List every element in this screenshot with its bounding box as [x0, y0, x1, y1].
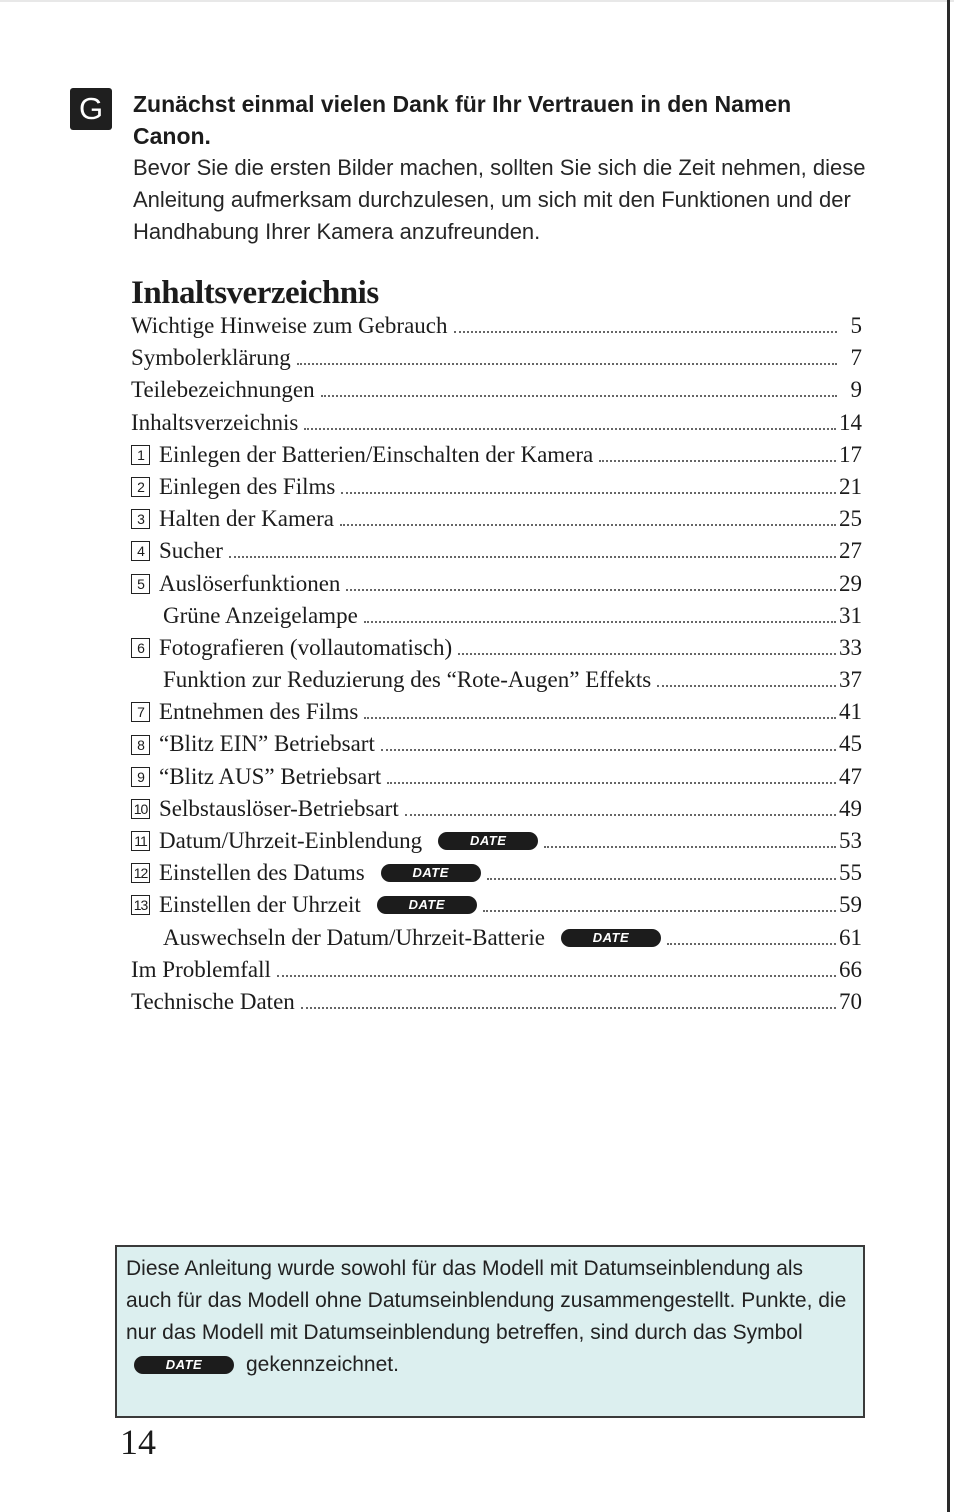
intro-heading: Zunächst einmal vielen Dank für Ihr Vertrauen in den Namen Canon.: [133, 91, 792, 149]
toc-entry-page: 49: [839, 795, 862, 821]
leader-dots: [364, 621, 836, 623]
leader-dots: [544, 846, 836, 848]
intro-paragraph: Bevor Sie die ersten Bilder machen, sollten Sie sich die Zeit nehmen, diese Anleitung aufmerksam durchzulesen, um sich mit den Funktionen und der Handhabung Ihrer Kamera anzufreunden.: [133, 155, 866, 244]
toc-entry-label: Auslöserfunktionen: [159, 570, 341, 596]
toc-entry-label: Teilebezeichnungen: [131, 377, 315, 403]
toc-entry: [131, 696, 862, 728]
toc-entry-label: Funktion zur Reduzierung des “Rote-Augen” Effekts: [163, 667, 652, 693]
language-badge: G: [70, 88, 112, 130]
leader-dots: [301, 1007, 836, 1009]
toc-entry-page: 59: [839, 892, 862, 918]
toc-entry-page: 61: [839, 924, 862, 950]
toc-entry-label: Entnehmen des Films: [159, 699, 359, 725]
notice-text: Diese Anleitung wurde sowohl für das Modell mit Datumseinblendung als auch für das Modell ohne Datumseinblendung zusammengestellt. Punkte, die nur das Modell mit Datumseinblendung betreffen, sind durch das Symbol: [126, 1257, 847, 1344]
toc-entry-label: Symbolerklärung: [131, 345, 291, 371]
toc-entry: [131, 342, 862, 374]
leader-dots: [381, 749, 836, 751]
page-number: 14: [120, 1422, 156, 1462]
toc-entry: [131, 535, 862, 567]
chapter-number-box: 2: [131, 477, 150, 497]
chapter-number-box: 4: [131, 541, 150, 561]
toc-entry: [131, 728, 862, 760]
toc-entry-label: Einlegen des Films: [159, 473, 336, 499]
leader-dots: [364, 717, 836, 719]
toc-entry: [131, 439, 862, 471]
toc-entry: [131, 793, 862, 825]
toc-entry-label: Einlegen der Batterien/Einschalten der Kamera: [159, 441, 594, 467]
toc-entry-page: 14: [839, 409, 862, 435]
toc-entry-page: 7: [850, 345, 862, 371]
leader-dots: [340, 524, 836, 526]
toc-entry-page: 31: [839, 602, 862, 628]
chapter-number-box: 7: [131, 702, 150, 722]
chapter-number-box: 6: [131, 638, 150, 658]
toc-entry: [131, 310, 862, 342]
toc-entry-label: Im Problemfall: [131, 956, 271, 982]
toc-entry-label: Sucher: [159, 538, 223, 564]
toc-entry: [131, 600, 862, 632]
toc-entry-page: 41: [839, 699, 862, 725]
toc-entry-label: “Blitz AUS” Betriebsart: [159, 763, 382, 789]
notice-text-end: gekennzeichnet.: [246, 1353, 399, 1376]
toc-entry: [131, 503, 862, 535]
chapter-number-box: 8: [131, 735, 150, 755]
chapter-number-box: 12: [131, 863, 150, 883]
toc-entry-label: Selbstauslöser-Betriebsart: [159, 795, 399, 821]
leader-dots: [405, 814, 836, 816]
toc-entry: [131, 374, 862, 406]
date-symbol-badge: DATE: [381, 864, 481, 882]
leader-dots: [229, 556, 836, 558]
date-symbol-badge: DATE: [377, 896, 477, 914]
chapter-number-box: 13: [131, 895, 150, 915]
toc-entry: [131, 825, 862, 857]
leader-dots: [667, 943, 836, 945]
toc-entry-label: Inhaltsverzeichnis: [131, 409, 299, 435]
chapter-number-box: 9: [131, 767, 150, 787]
leader-dots: [297, 363, 837, 365]
toc-entry-page: 29: [839, 570, 862, 596]
leader-dots: [277, 975, 836, 977]
toc-entry-label: Einstellen der Uhrzeit: [159, 892, 361, 918]
leader-dots: [458, 653, 836, 655]
model-notice-box: [115, 1245, 865, 1418]
toc-entry-page: 55: [839, 860, 862, 886]
leader-dots: [346, 589, 836, 591]
date-symbol-badge: DATE: [561, 929, 661, 947]
toc-entry-page: 70: [839, 988, 862, 1014]
leader-dots: [487, 878, 836, 880]
toc-entry-page: 66: [839, 956, 862, 982]
date-symbol-badge: DATE: [134, 1356, 234, 1374]
toc-entry-page: 47: [839, 763, 862, 789]
toc-entry: [131, 889, 862, 921]
toc-entry-label: Auswechseln der Datum/Uhrzeit-Batterie: [163, 924, 545, 950]
chapter-number-box: 1: [131, 445, 150, 465]
date-symbol-badge: DATE: [438, 832, 538, 850]
leader-dots: [599, 460, 836, 462]
toc-entry-page: 17: [839, 441, 862, 467]
leader-dots: [304, 428, 836, 430]
chapter-number-box: 5: [131, 574, 150, 594]
toc-entry: [131, 568, 862, 600]
toc-entry-label: Einstellen des Datums: [159, 860, 365, 886]
toc-entry-label: “Blitz EIN” Betriebsart: [159, 731, 375, 757]
toc-entry-page: 37: [839, 667, 862, 693]
toc-title: Inhaltsverzeichnis: [131, 275, 379, 311]
toc-entry-label: Halten der Kamera: [159, 506, 334, 532]
toc-entry-label: Grüne Anzeigelampe: [163, 602, 358, 628]
leader-dots: [321, 395, 837, 397]
toc-entry-page: 5: [850, 313, 862, 338]
toc-entry: [131, 761, 862, 793]
toc-entry: [131, 664, 862, 696]
toc-entry: [131, 407, 862, 439]
chapter-number-box: 10: [131, 799, 150, 819]
table-of-contents: [131, 310, 862, 1018]
toc-entry-label: Fotografieren (vollautomatisch): [159, 634, 453, 660]
toc-entry: [131, 986, 862, 1018]
toc-entry-page: 9: [850, 377, 862, 403]
toc-entry-page: 53: [839, 828, 862, 853]
toc-entry: [131, 857, 862, 889]
toc-entry-label: Datum/Uhrzeit-Einblendung: [159, 828, 423, 853]
page-top-edge: [0, 0, 954, 2]
leader-dots: [657, 685, 836, 687]
chapter-number-box: 11: [131, 831, 150, 851]
toc-entry-page: 25: [839, 506, 862, 532]
leader-dots: [483, 910, 836, 912]
toc-entry: [131, 954, 862, 986]
toc-entry: [131, 632, 862, 664]
page-binding-edge: [947, 0, 950, 1512]
toc-entry: [131, 922, 862, 954]
leader-dots: [341, 492, 836, 494]
toc-entry-page: 33: [839, 634, 862, 660]
chapter-number-box: 3: [131, 509, 150, 529]
leader-dots: [454, 331, 838, 333]
toc-entry-label: Wichtige Hinweise zum Gebrauch: [131, 313, 448, 338]
toc-entry-page: 21: [839, 473, 862, 499]
toc-entry: [131, 471, 862, 503]
toc-entry-label: Technische Daten: [131, 988, 295, 1014]
toc-entry-page: 27: [839, 538, 862, 564]
leader-dots: [387, 782, 836, 784]
toc-entry-page: 45: [839, 731, 862, 757]
